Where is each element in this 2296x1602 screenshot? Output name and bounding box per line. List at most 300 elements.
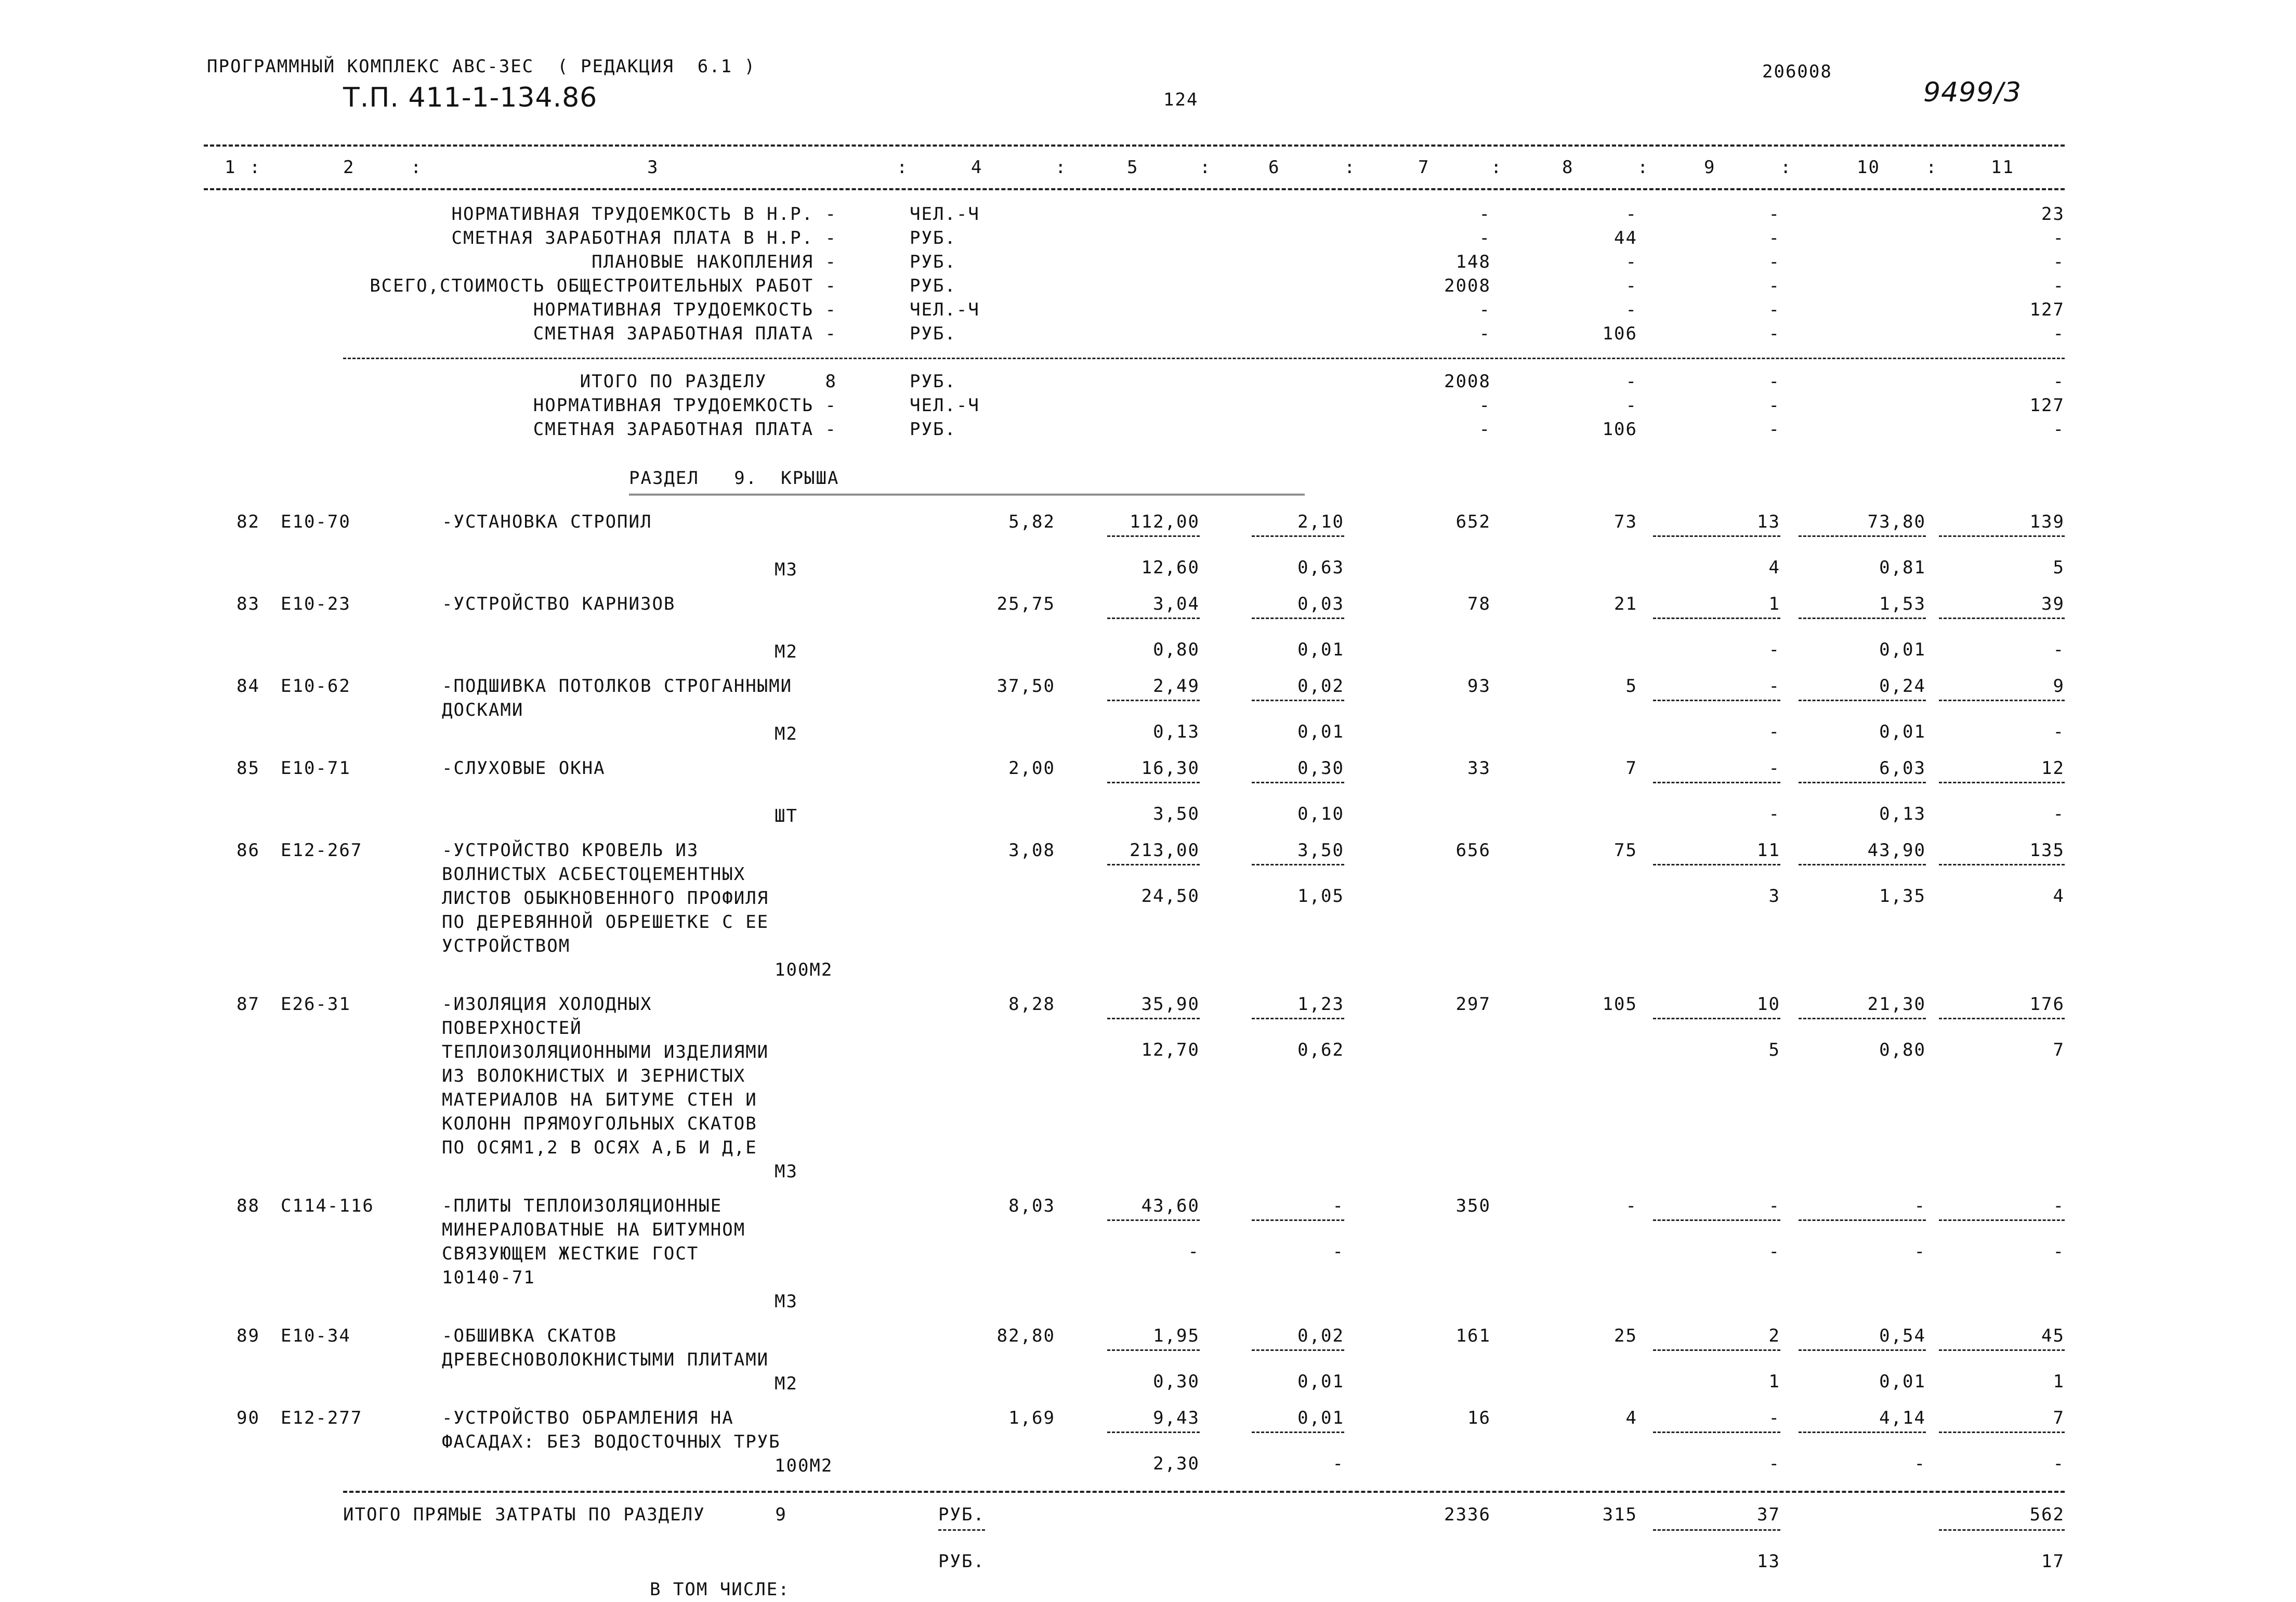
- item-description: МАТЕРИАЛОВ НА БИТУМЕ СТЕН И: [442, 1089, 757, 1110]
- item-code: Е12-267: [281, 840, 363, 861]
- item-subvalue-s5: 2,30: [1153, 1453, 1200, 1474]
- item-rule: [1939, 782, 2065, 783]
- item-unit: М3: [775, 1291, 798, 1312]
- item-rule: [1252, 864, 1344, 865]
- item-number: 89: [237, 1325, 260, 1346]
- summary-value-c11: 127: [2029, 395, 2065, 416]
- item-value-c9: -: [1768, 758, 1780, 779]
- column-separator: :: [1926, 157, 1938, 178]
- summary-value-c7: -: [1479, 419, 1491, 440]
- summary-value-c11: 127: [2029, 299, 2065, 320]
- summary-value-c7: 2008: [1444, 371, 1491, 392]
- item-subvalue-s6: 1,05: [1297, 886, 1344, 907]
- item-value-c4: 8,03: [1008, 1196, 1055, 1216]
- summary-label: НОРМАТИВНАЯ ТРУДОЕМКОСТЬ В Н.Р. -: [451, 204, 837, 225]
- item-rule: [1799, 1432, 1926, 1433]
- column-header-5: 5: [1127, 157, 1139, 178]
- total-label: ИТОГО ПРЯМЫЕ ЗАТРАТЫ ПО РАЗДЕЛУ 9: [343, 1504, 787, 1525]
- item-rule: [1653, 618, 1780, 619]
- column-separator: :: [1491, 157, 1503, 178]
- summary-unit: РУБ.: [910, 228, 956, 248]
- section-title-underline: [629, 494, 1305, 495]
- item-subvalue-s10: 0,80: [1879, 1040, 1926, 1060]
- item-rule: [1653, 535, 1780, 537]
- item-rule: [1107, 700, 1200, 701]
- summary-unit: РУБ.: [910, 275, 956, 296]
- item-subvalue-s10: -: [1914, 1453, 1926, 1474]
- item-rule: [1252, 1349, 1344, 1351]
- total-rule: [343, 1491, 2065, 1493]
- column-header-6: 6: [1268, 157, 1280, 178]
- item-code: Е10-23: [281, 594, 351, 614]
- summary-value-c11: -: [2053, 371, 2065, 392]
- summary-label: СМЕТНАЯ ЗАРАБОТНАЯ ПЛАТА В Н.Р. -: [451, 228, 837, 248]
- item-value-c11: 7: [2053, 1408, 2065, 1428]
- item-description: ПО ДЕРЕВЯННОЙ ОБРЕШЕТКЕ С ЕЕ: [442, 912, 769, 933]
- project-number: Т.П. 411-1-134.86: [343, 82, 598, 113]
- item-description: 10140-71: [442, 1267, 535, 1288]
- summary-value-c11: 23: [2041, 204, 2065, 225]
- item-subvalue-s9: -: [1768, 639, 1780, 660]
- item-value-c5: 1,95: [1153, 1325, 1200, 1346]
- item-value-c11: -: [2053, 1196, 2065, 1216]
- column-header-10: 10: [1857, 157, 1880, 178]
- summary-rule: [343, 358, 2065, 359]
- item-value-c6: 2,10: [1297, 511, 1344, 532]
- page-number: 124: [1163, 89, 1199, 110]
- column-separator: :: [1780, 157, 1792, 178]
- item-subvalue-s5: 0,30: [1153, 1371, 1200, 1392]
- item-subvalue-s11: -: [2053, 1453, 2065, 1474]
- summary-value-c7: -: [1479, 228, 1491, 248]
- item-value-c6: 0,03: [1297, 594, 1344, 614]
- item-rule: [1939, 618, 2065, 619]
- item-subvalue-s10: 0,13: [1879, 804, 1926, 824]
- item-subvalue-s6: 0,01: [1297, 721, 1344, 742]
- item-rule: [1799, 1349, 1926, 1351]
- item-subvalue-s6: 0,63: [1297, 557, 1344, 578]
- summary-value-c9: -: [1768, 299, 1780, 320]
- item-subvalue-s10: 1,35: [1879, 886, 1926, 907]
- item-subvalue-s10: 0,01: [1879, 721, 1926, 742]
- item-rule: [1939, 1432, 2065, 1433]
- item-description: -УСТРОЙСТВО ОБРАМЛЕНИЯ НА: [442, 1408, 734, 1428]
- item-value-c11: 176: [2029, 994, 2065, 1015]
- item-description: -ОБШИВКА СКАТОВ: [442, 1325, 618, 1346]
- summary-value-c7: -: [1479, 323, 1491, 344]
- item-value-c9: -: [1768, 1408, 1780, 1428]
- item-subvalue-s6: 0,10: [1297, 804, 1344, 824]
- item-subvalue-s6: 0,62: [1297, 1040, 1344, 1060]
- item-value-c4: 25,75: [996, 594, 1055, 614]
- item-subvalue-s11: -: [2053, 1241, 2065, 1262]
- item-value-c4: 37,50: [996, 676, 1055, 697]
- column-separator: :: [250, 157, 261, 178]
- item-value-c6: 0,02: [1297, 1325, 1344, 1346]
- document-code: 206008: [1762, 61, 1832, 82]
- item-value-c8: -: [1625, 1196, 1637, 1216]
- item-value-c8: 7: [1625, 758, 1637, 779]
- summary-value-c8: -: [1625, 204, 1637, 225]
- item-value-c5: 35,90: [1141, 994, 1200, 1015]
- summary-label: НОРМАТИВНАЯ ТРУДОЕМКОСТЬ -: [533, 395, 837, 416]
- item-value-c8: 105: [1602, 994, 1637, 1015]
- item-code: Е26-31: [281, 994, 351, 1015]
- item-rule: [1653, 1219, 1780, 1221]
- item-rule: [1252, 700, 1344, 701]
- item-rule: [1799, 1219, 1926, 1221]
- summary-value-c8: -: [1625, 395, 1637, 416]
- total-rule-c9: [1653, 1529, 1780, 1531]
- total-rule-c11: [1939, 1529, 2065, 1531]
- item-description: ПОВЕРХНОСТЕЙ: [442, 1018, 582, 1039]
- item-description: -УСТАНОВКА СТРОПИЛ: [442, 511, 652, 532]
- item-value-c10: 73,80: [1867, 511, 1926, 532]
- item-value-c10: 43,90: [1867, 840, 1926, 861]
- item-subvalue-s11: 7: [2053, 1040, 2065, 1060]
- column-separator: :: [1200, 157, 1212, 178]
- column-header-3: 3: [647, 157, 659, 178]
- item-description: -ИЗОЛЯЦИЯ ХОЛОДНЫХ: [442, 994, 652, 1015]
- item-value-c4: 3,08: [1008, 840, 1055, 861]
- item-rule: [1799, 618, 1926, 619]
- item-unit: М3: [775, 1161, 798, 1182]
- summary-value-c9: -: [1768, 204, 1780, 225]
- item-subvalue-s9: 1: [1768, 1371, 1780, 1392]
- column-header-9: 9: [1704, 157, 1716, 178]
- summary-value-c7: 148: [1455, 252, 1491, 272]
- item-value-c7: 78: [1467, 594, 1491, 614]
- item-value-c11: 135: [2029, 840, 2065, 861]
- item-description: -ПЛИТЫ ТЕПЛОИЗОЛЯЦИОННЫЕ: [442, 1196, 723, 1216]
- item-description: -ПОДШИВКА ПОТОЛКОВ СТРОГАННЫМИ: [442, 676, 793, 697]
- summary-value-c9: -: [1768, 252, 1780, 272]
- summary-value-c7: -: [1479, 299, 1491, 320]
- item-rule: [1939, 1018, 2065, 1019]
- summary-value-c8: -: [1625, 371, 1637, 392]
- item-value-c10: 0,54: [1879, 1325, 1926, 1346]
- summary-value-c9: -: [1768, 419, 1780, 440]
- item-value-c6: 0,30: [1297, 758, 1344, 779]
- item-rule: [1939, 700, 2065, 701]
- item-value-c7: 350: [1455, 1196, 1491, 1216]
- item-value-c9: -: [1768, 676, 1780, 697]
- item-rule: [1939, 535, 2065, 537]
- item-description: -УСТРОЙСТВО КРОВЕЛЬ ИЗ: [442, 840, 699, 861]
- item-code: С114-116: [281, 1196, 374, 1216]
- item-rule: [1107, 1219, 1200, 1221]
- summary-unit: РУБ.: [910, 419, 956, 440]
- column-separator: :: [1637, 157, 1649, 178]
- column-separator: :: [1344, 157, 1356, 178]
- item-rule: [1107, 1349, 1200, 1351]
- column-separator: :: [897, 157, 909, 178]
- total-value-c9: 37: [1757, 1504, 1780, 1525]
- summary-value-c9: -: [1768, 275, 1780, 296]
- item-unit: М2: [775, 724, 798, 744]
- item-number: 82: [237, 511, 260, 532]
- item-value-c8: 4: [1625, 1408, 1637, 1428]
- item-rule: [1653, 782, 1780, 783]
- item-code: Е10-34: [281, 1325, 351, 1346]
- item-value-c10: 6,03: [1879, 758, 1926, 779]
- item-subvalue-s6: -: [1332, 1453, 1344, 1474]
- item-description: КОЛОНН ПРЯМОУГОЛЬНЫХ СКАТОВ: [442, 1113, 757, 1134]
- item-subvalue-s11: -: [2053, 804, 2065, 824]
- item-description: -УСТРОЙСТВО КАРНИЗОВ: [442, 594, 676, 614]
- item-subvalue-s11: 5: [2053, 557, 2065, 578]
- item-value-c5: 112,00: [1130, 511, 1200, 532]
- summary-value-c8: 44: [1614, 228, 1637, 248]
- summary-value-c11: -: [2053, 228, 2065, 248]
- item-rule: [1107, 618, 1200, 619]
- item-code: Е10-70: [281, 511, 351, 532]
- item-subvalue-s5: 12,60: [1141, 557, 1200, 578]
- item-unit: М2: [775, 1373, 798, 1394]
- item-number: 90: [237, 1408, 260, 1428]
- item-rule: [1653, 1349, 1780, 1351]
- item-value-c7: 16: [1467, 1408, 1491, 1428]
- item-value-c10: 21,30: [1867, 994, 1926, 1015]
- item-value-c8: 25: [1614, 1325, 1637, 1346]
- header-rule-top: [204, 145, 2065, 147]
- summary-value-c8: -: [1625, 275, 1637, 296]
- item-subvalue-s11: -: [2053, 639, 2065, 660]
- item-rule: [1799, 700, 1926, 701]
- item-subvalue-s9: 5: [1768, 1040, 1780, 1060]
- item-description: ФАСАДАХ: БЕЗ ВОДОСТОЧНЫХ ТРУБ: [442, 1432, 781, 1452]
- item-rule: [1939, 1349, 2065, 1351]
- item-subvalue-s5: 0,80: [1153, 639, 1200, 660]
- summary-value-c11: -: [2053, 252, 2065, 272]
- item-subvalue-s11: 1: [2053, 1371, 2065, 1392]
- total-unit-rule: [938, 1529, 985, 1531]
- item-value-c7: 656: [1455, 840, 1491, 861]
- item-description: -СЛУХОВЫЕ ОКНА: [442, 758, 606, 779]
- column-header-1: 1: [225, 157, 237, 178]
- footer-note: В ТОМ ЧИСЛЕ:: [650, 1579, 790, 1600]
- item-subvalue-s10: 0,01: [1879, 639, 1926, 660]
- summary-value-c9: -: [1768, 323, 1780, 344]
- item-subvalue-s9: -: [1768, 721, 1780, 742]
- item-subvalue-s9: -: [1768, 1453, 1780, 1474]
- item-rule: [1107, 1432, 1200, 1433]
- summary-value-c9: -: [1768, 371, 1780, 392]
- item-number: 87: [237, 994, 260, 1015]
- item-unit: М2: [775, 641, 798, 662]
- item-unit: М3: [775, 559, 798, 580]
- item-unit: ШТ: [775, 806, 798, 826]
- item-description: ВОЛНИСТЫХ АСБЕСТОЦЕМЕНТНЫХ: [442, 864, 746, 885]
- item-unit: 100М2: [775, 960, 833, 980]
- column-header-7: 7: [1418, 157, 1430, 178]
- item-rule: [1252, 535, 1344, 537]
- summary-label: НОРМАТИВНАЯ ТРУДОЕМКОСТЬ -: [533, 299, 837, 320]
- summary-unit: РУБ.: [910, 252, 956, 272]
- item-value-c4: 5,82: [1008, 511, 1055, 532]
- item-value-c7: 652: [1455, 511, 1491, 532]
- summary-value-c7: 2008: [1444, 275, 1491, 296]
- item-value-c5: 43,60: [1141, 1196, 1200, 1216]
- summary-value-c9: -: [1768, 228, 1780, 248]
- summary-value-c11: -: [2053, 419, 2065, 440]
- item-unit: 100М2: [775, 1455, 833, 1476]
- total-value-c7: 2336: [1444, 1504, 1491, 1525]
- item-value-c9: 10: [1757, 994, 1780, 1015]
- item-value-c7: 297: [1455, 994, 1491, 1015]
- item-value-c10: 1,53: [1879, 594, 1926, 614]
- sheet-number: 9499/3: [1923, 77, 2022, 108]
- item-description: УСТРОЙСТВОМ: [442, 936, 571, 956]
- item-subvalue-s5: 24,50: [1141, 886, 1200, 907]
- summary-value-c7: -: [1479, 204, 1491, 225]
- summary-label: ИТОГО ПО РАЗДЕЛУ 8: [580, 371, 837, 392]
- item-rule: [1107, 782, 1200, 783]
- item-rule: [1653, 1432, 1780, 1433]
- item-description: ДРЕВЕСНОВОЛОКНИСТЫМИ ПЛИТАМИ: [442, 1349, 769, 1370]
- item-value-c6: 0,02: [1297, 676, 1344, 697]
- item-value-c11: 39: [2041, 594, 2065, 614]
- program-title: ПРОГРАММНЫЙ КОМПЛЕКС АВС-3ЕС ( РЕДАКЦИЯ 6.1 ): [207, 56, 756, 77]
- item-value-c11: 9: [2053, 676, 2065, 697]
- item-rule: [1107, 535, 1200, 537]
- summary-value-c8: -: [1625, 299, 1637, 320]
- item-rule: [1939, 1219, 2065, 1221]
- summary-value-c8: 106: [1602, 323, 1637, 344]
- item-value-c8: 21: [1614, 594, 1637, 614]
- total-unit: РУБ.: [938, 1504, 985, 1525]
- item-subvalue-s11: 4: [2053, 886, 2065, 907]
- column-separator: :: [1055, 157, 1067, 178]
- total-value-c11: 562: [2029, 1504, 2065, 1525]
- item-value-c4: 82,80: [996, 1325, 1055, 1346]
- item-description: ИЗ ВОЛОКНИСТЫХ И ЗЕРНИСТЫХ: [442, 1066, 746, 1086]
- item-value-c5: 3,04: [1153, 594, 1200, 614]
- item-subvalue-s9: -: [1768, 1241, 1780, 1262]
- item-subvalue-s10: 0,01: [1879, 1371, 1926, 1392]
- item-value-c9: 1: [1768, 594, 1780, 614]
- item-value-c4: 2,00: [1008, 758, 1055, 779]
- item-number: 85: [237, 758, 260, 779]
- total-subvalue-c11: 17: [2041, 1551, 2065, 1572]
- item-rule: [1939, 864, 2065, 865]
- item-subvalue-s5: 3,50: [1153, 804, 1200, 824]
- item-subvalue-s6: 0,01: [1297, 639, 1344, 660]
- item-number: 83: [237, 594, 260, 614]
- item-value-c11: 12: [2041, 758, 2065, 779]
- item-subvalue-s5: 12,70: [1141, 1040, 1200, 1060]
- item-value-c5: 213,00: [1130, 840, 1200, 861]
- item-value-c7: 93: [1467, 676, 1491, 697]
- item-subvalue-s5: -: [1188, 1241, 1200, 1262]
- item-value-c4: 1,69: [1008, 1408, 1055, 1428]
- item-rule: [1799, 782, 1926, 783]
- summary-value-c11: -: [2053, 323, 2065, 344]
- item-rule: [1252, 1432, 1344, 1433]
- item-rule: [1799, 535, 1926, 537]
- item-value-c9: 2: [1768, 1325, 1780, 1346]
- summary-value-c8: 106: [1602, 419, 1637, 440]
- column-separator: :: [411, 157, 423, 178]
- item-number: 86: [237, 840, 260, 861]
- item-code: Е10-62: [281, 676, 351, 697]
- item-subvalue-s10: 0,81: [1879, 557, 1926, 578]
- summary-value-c9: -: [1768, 395, 1780, 416]
- item-rule: [1799, 1018, 1926, 1019]
- item-description: ДОСКАМИ: [442, 700, 524, 720]
- summary-unit: ЧЕЛ.-Ч: [910, 204, 980, 225]
- column-header-8: 8: [1562, 157, 1574, 178]
- item-value-c5: 2,49: [1153, 676, 1200, 697]
- item-rule: [1252, 618, 1344, 619]
- item-value-c9: -: [1768, 1196, 1780, 1216]
- item-number: 84: [237, 676, 260, 697]
- item-rule: [1107, 864, 1200, 865]
- item-rule: [1252, 1219, 1344, 1221]
- item-value-c11: 45: [2041, 1325, 2065, 1346]
- item-value-c9: 11: [1757, 840, 1780, 861]
- item-description: МИНЕРАЛОВАТНЫЕ НА БИТУМНОМ: [442, 1219, 746, 1240]
- item-rule: [1107, 1018, 1200, 1019]
- item-value-c7: 161: [1455, 1325, 1491, 1346]
- summary-unit: РУБ.: [910, 371, 956, 392]
- item-description: ПО ОСЯМ1,2 В ОСЯХ А,Б И Д,Е: [442, 1137, 757, 1158]
- item-rule: [1653, 1018, 1780, 1019]
- item-number: 88: [237, 1196, 260, 1216]
- summary-value-c7: -: [1479, 395, 1491, 416]
- item-value-c10: 4,14: [1879, 1408, 1926, 1428]
- summary-unit: ЧЕЛ.-Ч: [910, 395, 980, 416]
- summary-value-c11: -: [2053, 275, 2065, 296]
- summary-label: СМЕТНАЯ ЗАРАБОТНАЯ ПЛАТА -: [533, 323, 837, 344]
- column-header-4: 4: [971, 157, 983, 178]
- item-value-c9: 13: [1757, 511, 1780, 532]
- summary-value-c8: -: [1625, 252, 1637, 272]
- item-value-c10: 0,24: [1879, 676, 1926, 697]
- item-subvalue-s5: 0,13: [1153, 721, 1200, 742]
- item-subvalue-s11: -: [2053, 721, 2065, 742]
- item-subvalue-s9: 3: [1768, 886, 1780, 907]
- item-value-c10: -: [1914, 1196, 1926, 1216]
- item-value-c8: 75: [1614, 840, 1637, 861]
- item-subvalue-s6: 0,01: [1297, 1371, 1344, 1392]
- item-value-c5: 9,43: [1153, 1408, 1200, 1428]
- summary-label: ВСЕГО,СТОИМОСТЬ ОБЩЕСТРОИТЕЛЬНЫХ РАБОТ -: [370, 275, 837, 296]
- item-description: ТЕПЛОИЗОЛЯЦИОННЫМИ ИЗДЕЛИЯМИ: [442, 1042, 769, 1062]
- item-rule: [1653, 700, 1780, 701]
- summary-unit: ЧЕЛ.-Ч: [910, 299, 980, 320]
- item-rule: [1653, 864, 1780, 865]
- column-header-2: 2: [343, 157, 355, 178]
- item-code: Е12-277: [281, 1408, 363, 1428]
- summary-unit: РУБ.: [910, 323, 956, 344]
- item-value-c4: 8,28: [1008, 994, 1055, 1015]
- item-value-c5: 16,30: [1141, 758, 1200, 779]
- item-value-c6: 0,01: [1297, 1408, 1344, 1428]
- item-rule: [1252, 1018, 1344, 1019]
- item-subvalue-s9: -: [1768, 804, 1780, 824]
- item-value-c6: 1,23: [1297, 994, 1344, 1015]
- column-header-11: 11: [1991, 157, 2014, 178]
- item-rule: [1799, 864, 1926, 865]
- item-subvalue-s9: 4: [1768, 557, 1780, 578]
- item-value-c6: 3,50: [1297, 840, 1344, 861]
- section-title: РАЗДЕЛ 9. КРЫША: [629, 468, 839, 489]
- item-value-c8: 5: [1625, 676, 1637, 697]
- item-value-c6: -: [1332, 1196, 1344, 1216]
- item-rule: [1252, 782, 1344, 783]
- total-subvalue-c9: 13: [1757, 1551, 1780, 1572]
